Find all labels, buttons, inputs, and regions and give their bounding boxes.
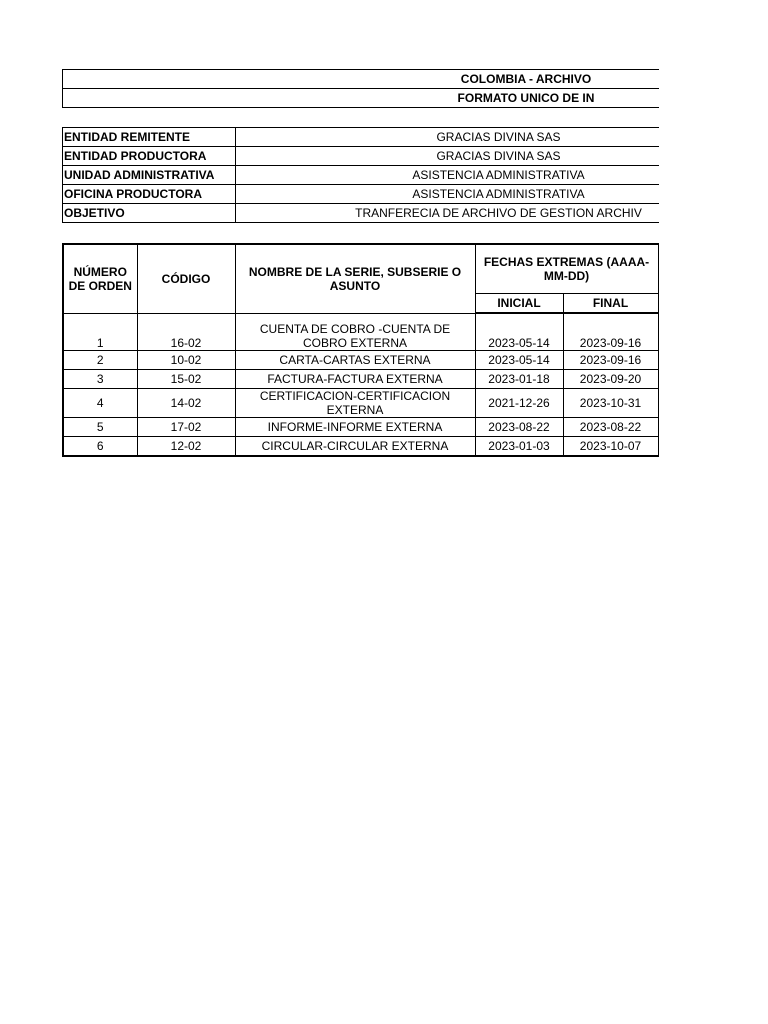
info-row [63,185,660,204]
col-header-fechas: FECHAS EXTREMAS (AAAA-MM-DD) [475,244,658,294]
cell-inicial: 2021-12-26 [475,389,563,418]
cell-numero: 6 [63,437,137,457]
cell-nombre: CUENTA DE COBRO -CUENTA DE COBRO EXTERNA [235,313,475,351]
table-row [63,313,659,351]
cell-final: 2023-10-07 [563,437,658,457]
cell-inicial: 2023-08-22 [475,418,563,437]
cell-nombre: CIRCULAR-CIRCULAR EXTERNA [235,437,475,457]
info-label: ENTIDAD PRODUCTORA [63,147,236,166]
info-value: GRACIAS DIVINA SAS [236,128,660,147]
cell-extra [658,351,659,370]
cell-numero: 3 [63,370,137,389]
info-label: OBJETIVO [63,204,236,223]
cell-nombre: FACTURA-FACTURA EXTERNA [235,370,475,389]
cell-nombre: CARTA-CARTAS EXTERNA [235,351,475,370]
inventory-table [62,243,659,457]
info-value: ASISTENCIA ADMINISTRATIVA [236,166,660,185]
info-row [63,128,660,147]
cell-extra [658,313,659,351]
cell-codigo: 17-02 [137,418,235,437]
cell-extra [658,370,659,389]
cell-codigo: 15-02 [137,370,235,389]
cell-extra [658,437,659,457]
cell-nombre: CERTIFICACION-CERTIFICACION EXTERNA [235,389,475,418]
header-row [63,244,659,294]
cell-numero: 1 [63,313,137,351]
cell-codigo: 12-02 [137,437,235,457]
cell-codigo: 14-02 [137,389,235,418]
cell-numero: 2 [63,351,137,370]
col-header-extra [658,244,659,313]
info-row [63,166,660,185]
col-header-nombre: NOMBRE DE LA SERIE, SUBSERIE O ASUNTO [235,244,475,313]
cell-inicial: 2023-05-14 [475,313,563,351]
cell-nombre: INFORME-INFORME EXTERNA [235,418,475,437]
col-header-codigo: CÓDIGO [137,244,235,313]
table-row [63,418,659,437]
cell-inicial: 2023-01-18 [475,370,563,389]
cell-numero: 5 [63,418,137,437]
cell-final: 2023-08-22 [563,418,658,437]
col-header-final: FINAL [563,294,658,314]
info-label: UNIDAD ADMINISTRATIVA [63,166,236,185]
cell-final: 2023-09-16 [563,351,658,370]
cell-final: 2023-10-31 [563,389,658,418]
info-value: ASISTENCIA ADMINISTRATIVA [236,185,660,204]
cell-inicial: 2023-01-03 [475,437,563,457]
info-row [63,147,660,166]
cell-inicial: 2023-05-14 [475,351,563,370]
cell-final: 2023-09-20 [563,370,658,389]
title-line-1: COLOMBIA - ARCHIVO [63,70,660,89]
info-block [62,127,659,223]
info-value: GRACIAS DIVINA SAS [236,147,660,166]
table-row [63,437,659,457]
cell-codigo: 16-02 [137,313,235,351]
table-row [63,351,659,370]
info-label: OFICINA PRODUCTORA [63,185,236,204]
cell-extra [658,389,659,418]
info-label: ENTIDAD REMITENTE [63,128,236,147]
title-block [62,69,659,108]
info-row [63,204,660,223]
title-line-2: FORMATO UNICO DE IN [63,89,660,108]
cell-final: 2023-09-16 [563,313,658,351]
col-header-numero: NÚMERO DE ORDEN [63,244,137,313]
cell-codigo: 10-02 [137,351,235,370]
cell-numero: 4 [63,389,137,418]
cell-extra [658,418,659,437]
info-value: TRANFERECIA DE ARCHIVO DE GESTION ARCHIV [236,204,660,223]
table-row [63,389,659,418]
table-row [63,370,659,389]
col-header-inicial: INICIAL [475,294,563,314]
